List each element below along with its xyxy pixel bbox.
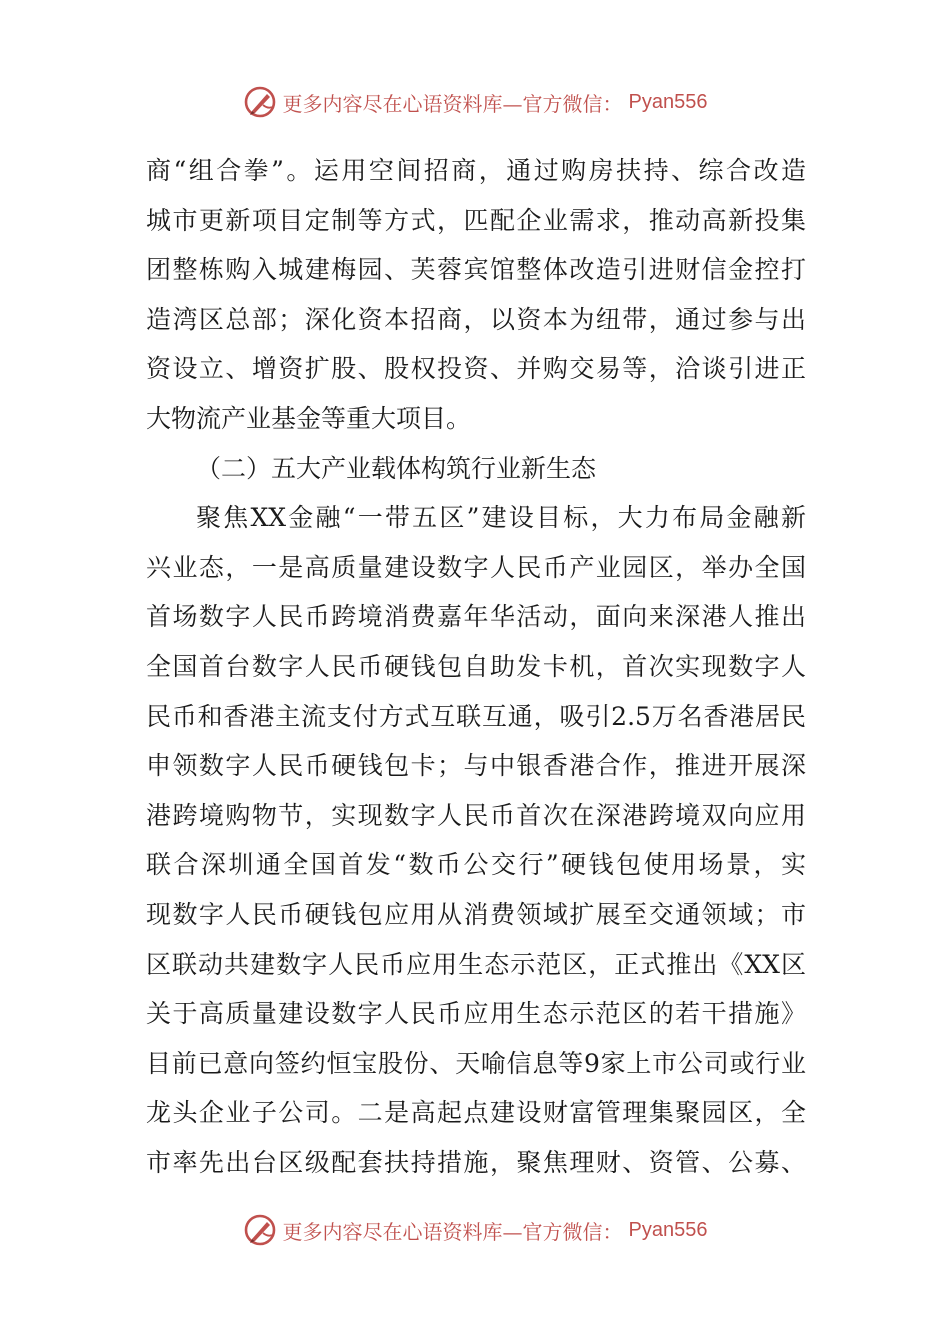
body-line: 区联动共建数字人民币应用生态示范区，正式推出《XX区 <box>146 949 806 979</box>
section-heading: （二）五大产业载体构筑行业新生态 <box>196 453 597 483</box>
body-line: 申领数字人民币硬钱包卡；与中银香港合作，推进开展深 <box>146 751 806 781</box>
footer-watermark-banner <box>0 1210 950 1250</box>
body-line: 团整栋购入城建梅园、芙蓉宾馆整体改造引进财信金控打 <box>146 255 806 285</box>
body-line: 目前已意向签约恒宝股份、天喻信息等9家上市公司或行业 <box>146 1048 806 1078</box>
body-line: 龙头企业子公司。二是高起点建设财富管理集聚园区，全 <box>146 1098 806 1128</box>
body-line: 城市更新项目定制等方式，匹配企业需求，推动高新投集 <box>146 205 806 235</box>
body-line: 资设立、增资扩股、股权投资、并购交易等，洽谈引进正 <box>146 354 806 384</box>
body-line: 关于高质量建设数字人民币应用生态示范区的若干措施》 <box>146 999 806 1029</box>
banner-text: 更多内容尽在心语资料库—官方微信： <box>282 1219 623 1244</box>
header-watermark-banner <box>0 82 950 122</box>
body-line: 港跨境购物节，实现数字人民币首次在深港跨境双向应用 <box>146 800 806 830</box>
body-line: 民币和香港主流支付方式互联互通，吸引2.5万名香港居民 <box>146 701 806 731</box>
body-line: 首场数字人民币跨境消费嘉年华活动，面向来深港人推出 <box>146 602 806 632</box>
body-line: 市率先出台区级配套扶持措施，聚焦理财、资管、公募、 <box>146 1147 806 1177</box>
body-line: 聚焦XX金融“一带五区”建设目标，大力布局金融新 <box>196 503 806 533</box>
banner-wechat-id: Pyan556 <box>628 1218 708 1241</box>
document-body <box>146 146 806 1187</box>
banner-wechat-id: Pyan556 <box>628 90 708 113</box>
pen-logo-icon <box>243 1213 277 1247</box>
body-line: 造湾区总部；深化资本招商，以资本为纽带，通过参与出 <box>146 304 806 334</box>
body-line: 大物流产业基金等重大项目。 <box>146 403 472 433</box>
body-line: 联合深圳通全国首发“数币公交行”硬钱包使用场景，实 <box>146 850 806 880</box>
banner-text: 更多内容尽在心语资料库—官方微信： <box>282 91 623 116</box>
body-line: 商“组合拳”。运用空间招商，通过购房扶持、综合改造 <box>146 156 806 185</box>
pen-logo-icon <box>243 85 277 119</box>
body-line: 全国首台数字人民币硬钱包自助发卡机，首次实现数字人 <box>146 651 806 681</box>
body-line: 兴业态，一是高质量建设数字人民币产业园区，举办全国 <box>146 552 806 582</box>
body-line: 现数字人民币硬钱包应用从消费领域扩展至交通领域；市 <box>146 899 806 929</box>
